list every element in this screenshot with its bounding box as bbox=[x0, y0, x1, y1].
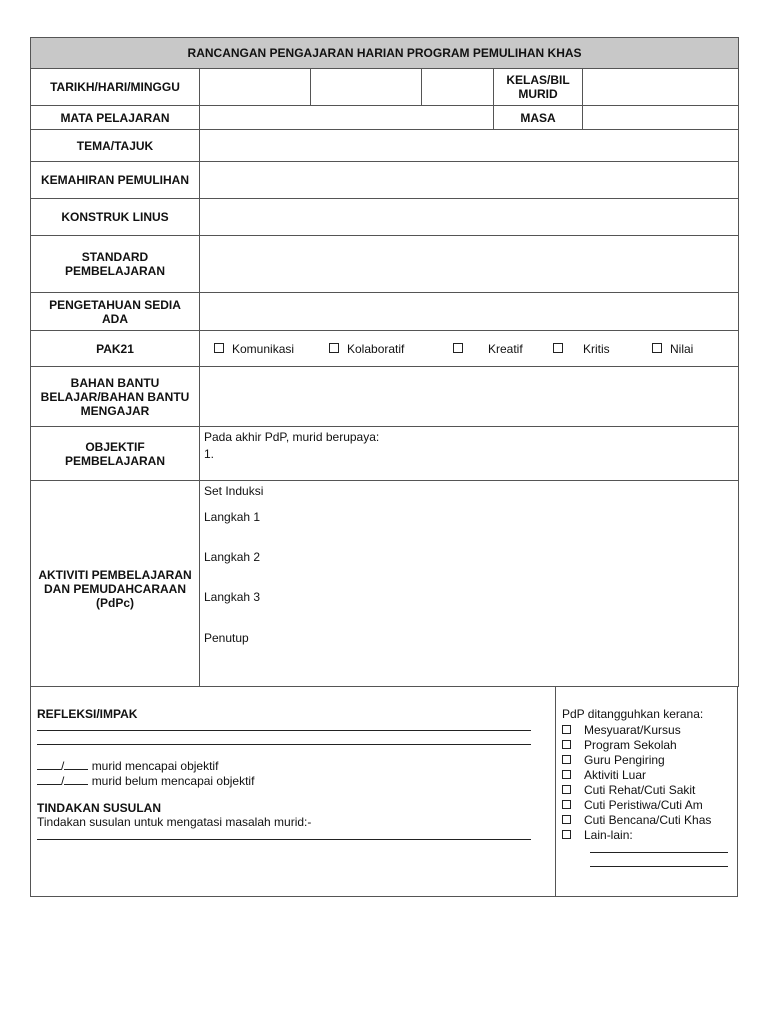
pak21-option-kritis[interactable]: Kritis bbox=[553, 342, 652, 356]
bahan-label: BAHAN BANTU BELAJAR/BAHAN BANTU MENGAJAR bbox=[31, 367, 200, 427]
refleksi-heading: REFLEKSI/IMPAK bbox=[37, 707, 138, 721]
checkbox-icon bbox=[652, 343, 662, 353]
mencapai-count-field[interactable] bbox=[37, 759, 61, 770]
tindakan-heading: TINDAKAN SUSULAN bbox=[37, 801, 161, 815]
objektif-line-1: Pada akhir PdP, murid berupaya: bbox=[204, 430, 380, 444]
tindakan-text: Tindakan susulan untuk mengatasi masalah murid:- bbox=[37, 815, 312, 829]
mata-pelajaran-label: MATA PELAJARAN bbox=[31, 106, 200, 130]
reason-cuti-rehat[interactable]: Cuti Rehat/Cuti Sakit bbox=[562, 782, 737, 797]
belum-text: murid belum mencapai objektif bbox=[91, 774, 255, 788]
aktiviti-field[interactable] bbox=[200, 481, 739, 687]
lesson-plan-table bbox=[30, 37, 739, 687]
ditangguhkan-panel bbox=[556, 687, 737, 896]
form-title: RANCANGAN PENGAJARAN HARIAN PROGRAM PEMULIHAN KHAS bbox=[31, 38, 739, 69]
checkbox-icon bbox=[553, 343, 563, 353]
pak21-option-kolaboratif[interactable]: Kolaboratif bbox=[329, 342, 453, 356]
mencapai-text: murid mencapai objektif bbox=[91, 759, 219, 773]
aktiviti-step: Langkah 2 bbox=[204, 550, 261, 564]
lain-lain-line-2[interactable] bbox=[590, 853, 728, 867]
reason-cuti-peristiwa[interactable]: Cuti Peristiwa/Cuti Am bbox=[562, 797, 737, 812]
checkbox-icon bbox=[329, 343, 339, 353]
pak21-option-nilai[interactable]: Nilai bbox=[652, 342, 693, 356]
aktiviti-step: Set Induksi bbox=[204, 484, 264, 498]
standard-field[interactable] bbox=[200, 236, 739, 293]
objektif-line-2: 1. bbox=[204, 447, 215, 461]
tindakan-line[interactable] bbox=[37, 829, 531, 840]
belum-count-field[interactable] bbox=[37, 774, 61, 785]
refleksi-section bbox=[30, 687, 738, 897]
mata-pelajaran-field[interactable] bbox=[200, 106, 494, 130]
pak21-label: PAK21 bbox=[31, 331, 200, 367]
aktiviti-step: Langkah 3 bbox=[204, 590, 261, 604]
checkbox-icon bbox=[562, 815, 571, 824]
kelas-field[interactable] bbox=[583, 69, 739, 106]
reason-mesyuarat[interactable]: Mesyuarat/Kursus bbox=[562, 722, 737, 737]
pak21-option-komunikasi[interactable]: Komunikasi bbox=[204, 342, 329, 356]
checkbox-icon bbox=[562, 830, 571, 839]
checkbox-icon bbox=[562, 725, 571, 734]
tema-field[interactable] bbox=[200, 130, 739, 162]
pak21-option-kreatif[interactable]: Kreatif bbox=[453, 342, 553, 356]
belum-row: / murid belum mencapai objektif bbox=[37, 774, 549, 789]
kemahiran-label: KEMAHIRAN PEMULIHAN bbox=[31, 162, 200, 199]
checkbox-icon bbox=[562, 785, 571, 794]
checkbox-icon bbox=[214, 343, 224, 353]
konstruk-field[interactable] bbox=[200, 199, 739, 236]
lesson-plan-form bbox=[30, 37, 738, 897]
refleksi-line-1[interactable] bbox=[37, 721, 531, 731]
reason-program-sekolah[interactable]: Program Sekolah bbox=[562, 737, 737, 752]
reason-aktiviti-luar[interactable]: Aktiviti Luar bbox=[562, 767, 737, 782]
objektif-field[interactable] bbox=[200, 427, 739, 481]
refleksi-line-2[interactable] bbox=[37, 731, 531, 745]
bahan-field[interactable] bbox=[200, 367, 739, 427]
tarikh-field-1[interactable] bbox=[200, 69, 311, 106]
kelas-label: KELAS/BIL MURID bbox=[494, 69, 583, 106]
tarikh-field-2[interactable] bbox=[311, 69, 422, 106]
checkbox-icon bbox=[562, 770, 571, 779]
checkbox-icon bbox=[562, 800, 571, 809]
reason-guru-pengiring[interactable]: Guru Pengiring bbox=[562, 752, 737, 767]
masa-field[interactable] bbox=[583, 106, 739, 130]
reason-cuti-bencana[interactable]: Cuti Bencana/Cuti Khas bbox=[562, 812, 737, 827]
konstruk-label: KONSTRUK LINUS bbox=[31, 199, 200, 236]
refleksi-panel bbox=[31, 687, 556, 896]
lain-lain-line-1[interactable] bbox=[590, 842, 728, 853]
tarikh-field-3[interactable] bbox=[422, 69, 494, 106]
aktiviti-step: Langkah 1 bbox=[204, 510, 261, 524]
tarikh-label: TARIKH/HARI/MINGGU bbox=[31, 69, 200, 106]
mencapai-total-field[interactable] bbox=[64, 759, 88, 770]
kemahiran-field[interactable] bbox=[200, 162, 739, 199]
reason-lain-lain[interactable]: Lain-lain: bbox=[562, 827, 737, 842]
mencapai-row: / murid mencapai objektif bbox=[37, 759, 549, 774]
pengetahuan-label: PENGETAHUAN SEDIA ADA bbox=[31, 293, 200, 331]
checkbox-icon bbox=[562, 755, 571, 764]
aktiviti-label: AKTIVITI PEMBELAJARAN DAN PEMUDAHCARAAN (PdPc) bbox=[31, 481, 200, 687]
aktiviti-step: Penutup bbox=[204, 631, 249, 645]
objektif-label: OBJEKTIF PEMBELAJARAN bbox=[31, 427, 200, 481]
checkbox-icon bbox=[562, 740, 571, 749]
tema-label: TEMA/TAJUK bbox=[31, 130, 200, 162]
masa-label: MASA bbox=[494, 106, 583, 130]
pak21-options bbox=[200, 331, 739, 367]
pengetahuan-field[interactable] bbox=[200, 293, 739, 331]
belum-total-field[interactable] bbox=[64, 774, 88, 785]
standard-label: STANDARD PEMBELAJARAN bbox=[31, 236, 200, 293]
ditangguhkan-heading: PdP ditangguhkan kerana: bbox=[562, 707, 704, 721]
checkbox-icon bbox=[453, 343, 463, 353]
